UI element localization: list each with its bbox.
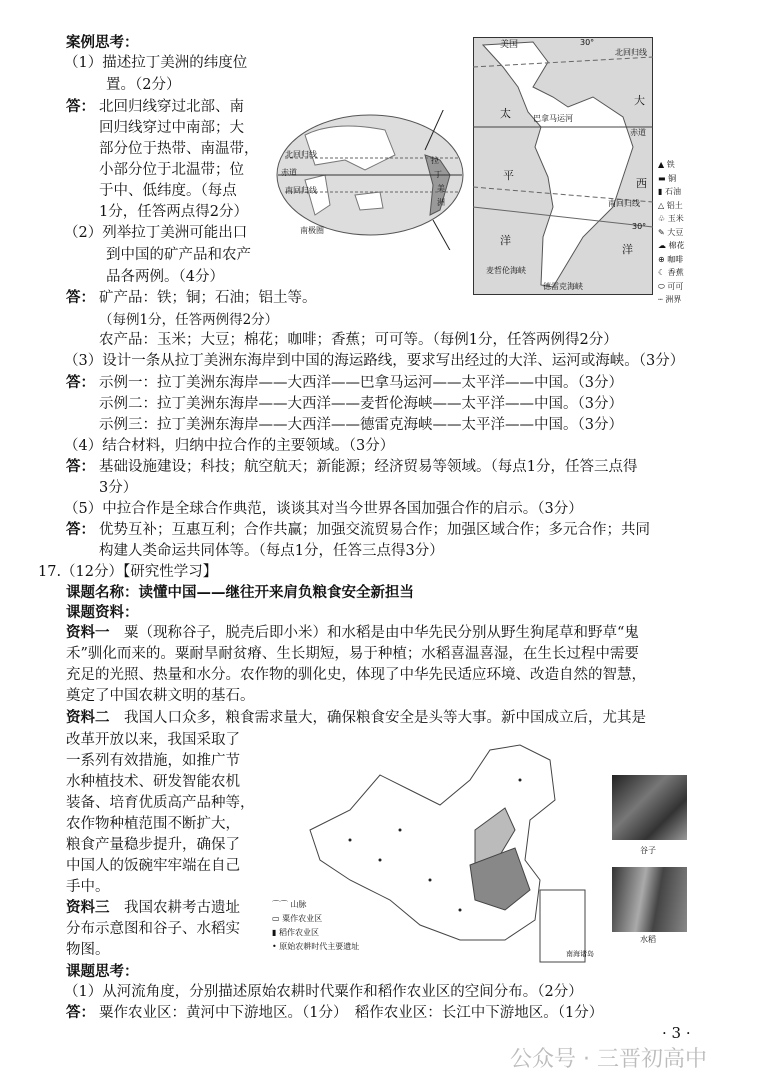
latin-america-map bbox=[473, 37, 653, 295]
material-2-text: 粮食产量稳步提升，确保了 bbox=[66, 837, 240, 853]
case-heading: 案例思考： bbox=[66, 35, 139, 51]
think-heading: 课题思考： bbox=[66, 964, 139, 980]
map-label: 太 bbox=[500, 107, 511, 120]
answer-3-line: 示例三：拉丁美洲东海岸——大西洋——德雷克海峡——太平洋——中国。（3分） bbox=[99, 417, 623, 433]
map-label: 北回归线 bbox=[615, 48, 647, 57]
answer-2-line: （每例1分，任答两例得2分） bbox=[99, 312, 279, 328]
material-3-text: 我国农耕考古遗址 bbox=[124, 900, 240, 916]
answer-5-line: 构建人类命运共同体等。（每点1分，任答三点得3分） bbox=[99, 543, 444, 559]
rice-caption: 水稻 bbox=[640, 935, 656, 944]
answer-label: 答： bbox=[66, 375, 95, 391]
material-2-text: 改革开放以来，我国采取了 bbox=[66, 732, 240, 748]
world-map-label: 美 bbox=[437, 184, 445, 193]
world-map-label: 丁 bbox=[434, 170, 442, 179]
question-3: （3）设计一条从拉丁美洲东海岸到中国的海运路线，要求写出经过的大洋、运河或海峡。（3分） bbox=[64, 353, 685, 369]
material-3-label: 资料三 bbox=[66, 900, 110, 916]
map-label: 30° bbox=[580, 38, 595, 47]
map-label: 洋 bbox=[500, 234, 511, 247]
material-2-label: 资料二 bbox=[66, 710, 110, 726]
world-map-label: 南回归线 bbox=[285, 186, 317, 195]
world-map-label: 拉 bbox=[431, 156, 439, 165]
answer-1-line: 北回归线穿过北部、南 bbox=[99, 99, 244, 115]
world-map-label: 南极圈 bbox=[300, 226, 324, 235]
map-label: 西 bbox=[636, 177, 647, 190]
answer-1-line: 部分位于热带、南温带， bbox=[99, 141, 259, 157]
world-map-label: 北回归线 bbox=[285, 150, 317, 159]
answer-5-line: 优势互补；互惠互利；合作共赢；加强交流贸易合作；加强区域合作；多元合作；共同 bbox=[99, 522, 650, 538]
question-1-cont: 置。（2分） bbox=[106, 77, 181, 93]
material-3-text: 分布示意图和谷子、水稻实 bbox=[66, 921, 240, 937]
world-map-label: 赤道 bbox=[281, 168, 297, 177]
map-label-usa: 美国 bbox=[500, 40, 519, 50]
question-1: （1）描述拉丁美洲的纬度位 bbox=[64, 55, 248, 71]
material-2 bbox=[66, 708, 646, 728]
map-label: 洋 bbox=[622, 243, 633, 256]
material-1-text: 粟（现称谷子，脱壳后即小米）和水稻是由中华先民分别从野生狗尾草和野草“鬼 bbox=[124, 625, 639, 641]
inset-label: 南海诸岛 bbox=[566, 950, 594, 958]
material-2-text: 一系列有效措施，如推广节 bbox=[66, 753, 240, 769]
answer-3-line: 示例二：拉丁美洲东海岸——大西洋——麦哲伦海峡——太平洋——中国。（3分） bbox=[99, 396, 623, 412]
material-3-text: 物图。 bbox=[66, 942, 110, 958]
question-2-cont: 到中国的矿产品和农产 bbox=[106, 247, 251, 263]
map-label: 麦哲伦海峡 bbox=[486, 266, 526, 275]
answer-label: 答： bbox=[66, 1005, 95, 1021]
answer-4-line: 基础设施建设；科技；航空航天；新能源；经济贸易等领域。（每点1分，任答三点得 bbox=[99, 459, 638, 475]
question-2-cont: 品各两例。（4分） bbox=[106, 269, 224, 285]
watermark: 公众号 · 三晋初高中 bbox=[510, 1047, 707, 1072]
material-1-text: 充足的光照、热量和水分。农作物的驯化史，体现了中华先民适应环境、改造自然的智慧， bbox=[66, 667, 646, 683]
legend-rice-area: ▮ 稻作农业区 bbox=[272, 928, 319, 937]
material-1-label: 资料一 bbox=[66, 625, 110, 641]
material-3 bbox=[66, 898, 240, 918]
answer-label: 答： bbox=[66, 522, 95, 538]
answer-1-line: 于中、低纬度。（每点 bbox=[99, 183, 237, 199]
answer-2-line: 矿产品：铁；铜；石油；铝土等。 bbox=[99, 290, 317, 306]
question-4: （4）结合材料，归纳中拉合作的主要领域。（3分） bbox=[64, 438, 395, 454]
answer-1-line: 回归线穿过中南部；大 bbox=[99, 120, 244, 136]
millet-photo bbox=[612, 775, 687, 840]
answer-label: 答： bbox=[66, 459, 95, 475]
china-map-legend bbox=[272, 898, 359, 954]
legend-millet-area: ▭ 粟作农业区 bbox=[272, 914, 323, 923]
material-2-text: 水种植技术、研发智能农机 bbox=[66, 774, 240, 790]
question-5: （5）中拉合作是全球合作典范，谈谈其对当今世界各国加强合作的启示。（3分） bbox=[64, 501, 583, 517]
page-number: · 3 · bbox=[662, 1024, 691, 1042]
world-map-label: 洲 bbox=[437, 198, 445, 207]
map-label: 30° bbox=[632, 222, 647, 231]
legend-mountain: ⌒⌒ 山脉 bbox=[272, 900, 307, 909]
think-answer-1: 粟作农业区：黄河中下游地区。（1分） 稻作农业区：长江中下游地区。（1分） bbox=[99, 1005, 604, 1021]
answer-4-line: 3分） bbox=[99, 480, 138, 496]
topic-title: 课题名称：读懂中国——继往开来肩负粮食安全新担当 bbox=[66, 585, 414, 601]
answer-label: 答： bbox=[66, 99, 95, 115]
material-2-text: 装备、培育优质高产品种等， bbox=[66, 795, 255, 811]
answer-3-line: 示例一：拉丁美洲东海岸——大西洋——巴拿马运河——太平洋——中国。（3分） bbox=[99, 375, 623, 391]
think-question-1: （1）从河流角度，分别描述原始农耕时代粟作和稻作农业区的空间分布。（2分） bbox=[64, 984, 583, 1000]
map-label: 巴拿马运河 bbox=[533, 114, 573, 123]
millet-caption: 谷子 bbox=[640, 846, 656, 855]
question-17-header: 17.（12分）【研究性学习】 bbox=[38, 564, 218, 580]
materials-heading: 课题资料： bbox=[66, 605, 139, 621]
answer-1-line: 小部分位于北温带；位 bbox=[99, 162, 244, 178]
legend-site: • 原始农耕时代主要遗址 bbox=[272, 942, 360, 951]
material-2-text: 我国人口众多，粮食需求量大，确保粮食安全是头等大事。新中国成立后，尤其是 bbox=[124, 710, 646, 726]
material-2-text: 农作物种植范围不断扩大， bbox=[66, 816, 240, 832]
map-label: 南回归线 bbox=[608, 199, 640, 208]
map-label: 大 bbox=[634, 94, 645, 107]
material-1-text: 禾”驯化而来的。粟耐旱耐贫瘠、生长期短，易于种植；水稻喜温喜湿，在生长过程中需要 bbox=[66, 646, 639, 662]
material-2-text: 手中。 bbox=[66, 879, 110, 895]
answer-label: 答： bbox=[66, 290, 95, 306]
answer-1-line: 1分，任答两点得2分） bbox=[99, 204, 248, 220]
question-2: （2）列举拉丁美洲可能出口 bbox=[64, 225, 248, 241]
material-1-text: 奠定了中国农耕文明的基石。 bbox=[66, 688, 255, 704]
map-label: 德雷克海峡 bbox=[543, 282, 583, 291]
rice-photo bbox=[612, 867, 687, 932]
map-label: 平 bbox=[503, 169, 514, 182]
material-1 bbox=[66, 623, 639, 643]
answer-2-line: 农产品：玉米；大豆；棉花；咖啡；香蕉；可可等。（每例1分，任答两例得2分） bbox=[99, 332, 618, 348]
latam-legend: ▲ 铁 ▬ 铜 ▮ 石油 △ 铝土 ♧ 玉米 ✎ 大豆 ☁ 棉花 ⊕ 咖啡 ☾ 香蕉 ⬭ 可可 ┄ 洲界 bbox=[658, 160, 685, 304]
map-label: 赤道 bbox=[630, 128, 646, 137]
material-2-text: 中国人的饭碗牢牢端在自己 bbox=[66, 858, 240, 874]
